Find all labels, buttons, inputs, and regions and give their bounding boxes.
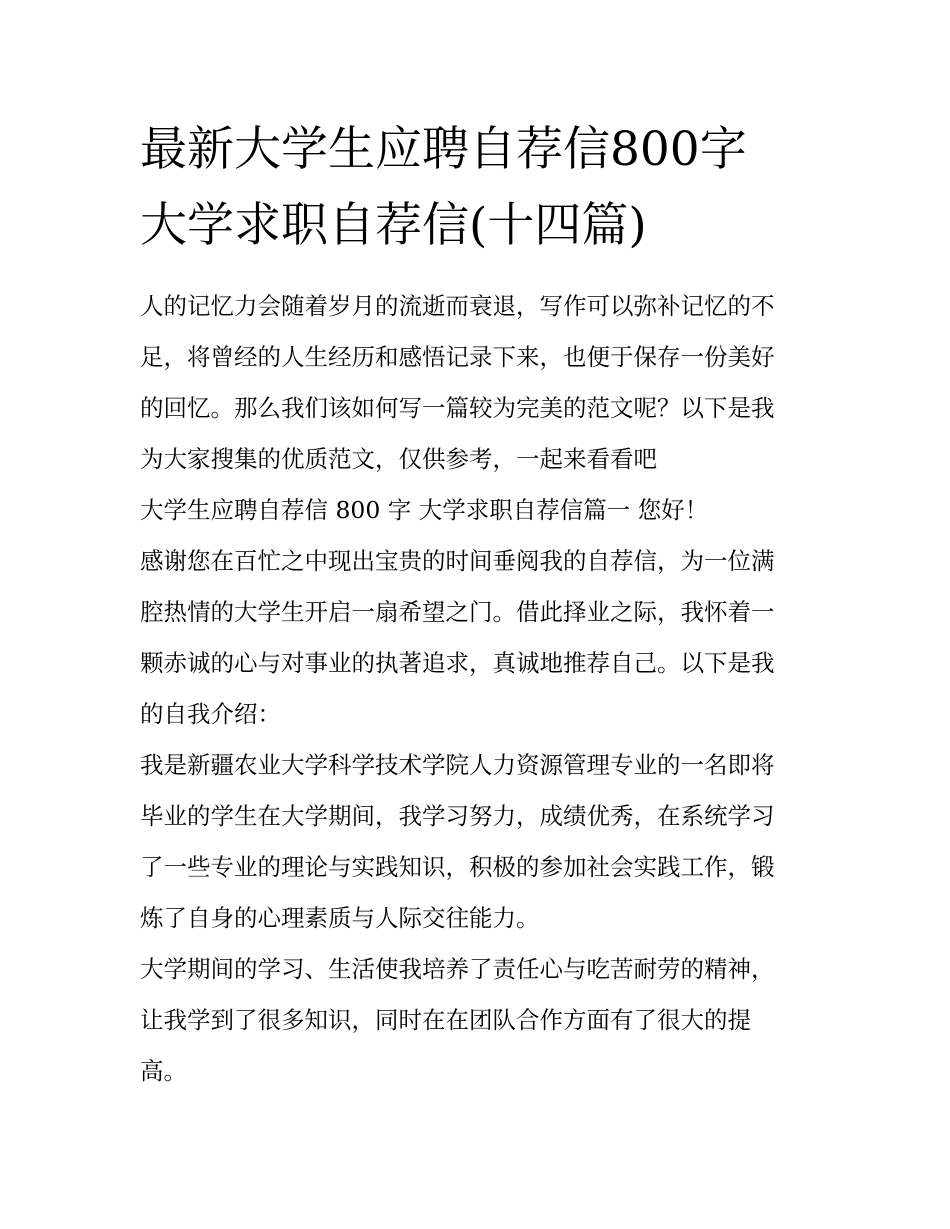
document-body [140, 281, 820, 1097]
text-line: 腔热情的大学生开启一扇希望之门。借此择业之际，我怀着一 [140, 598, 775, 626]
text-line: 的自我介绍： [140, 700, 281, 728]
text-line: 炼了自身的心理素质与人际交往能力。 [140, 904, 540, 932]
text-line: 高。 [140, 1057, 187, 1085]
text-line: 足，将曾经的人生经历和感悟记录下来，也便于保存一份美好 [140, 343, 775, 371]
title-line-2: 大学求职自荐信(十四篇) [140, 198, 647, 253]
paragraph-self-intro [140, 740, 820, 944]
text-line: 为大家搜集的优质范文，仅供参考，一起来看看吧 [140, 445, 657, 473]
title-line-1: 最新大学生应聘自荐信800字 [140, 122, 747, 177]
document-title [140, 112, 830, 264]
text-line: 大学生应聘自荐信 800 字 大学求职自荐信篇一 您好！ [140, 496, 709, 524]
text-line: 人的记忆力会随着岁月的流逝而衰退，写作可以弥补记忆的不 [140, 292, 775, 320]
text-line: 了一些专业的理论与实践知识，积极的参加社会实践工作，锻 [140, 853, 775, 881]
text-line: 感谢您在百忙之中现出宝贵的时间垂阅我的自荐信，为一位满 [140, 547, 775, 575]
text-line: 大学期间的学习、生活使我培养了责任心与吃苦耐劳的精神， [140, 955, 775, 983]
text-line: 颗赤诚的心与对事业的执著追求，真诚地推荐自己。以下是我 [140, 649, 775, 677]
text-line: 让我学到了很多知识，同时在在团队合作方面有了很大的提 [140, 1006, 751, 1034]
text-line: 的回忆。那么我们该如何写一篇较为完美的范文呢？以下是我 [140, 394, 775, 422]
paragraph-heading [140, 485, 820, 536]
paragraph-thanks [140, 536, 820, 740]
text-line: 我是新疆农业大学科学技术学院人力资源管理专业的一名即将 [140, 751, 775, 779]
text-line: 毕业的学生在大学期间，我学习努力，成绩优秀，在系统学习 [140, 802, 775, 830]
paragraph-intro [140, 281, 820, 485]
paragraph-university-life [140, 944, 820, 1097]
